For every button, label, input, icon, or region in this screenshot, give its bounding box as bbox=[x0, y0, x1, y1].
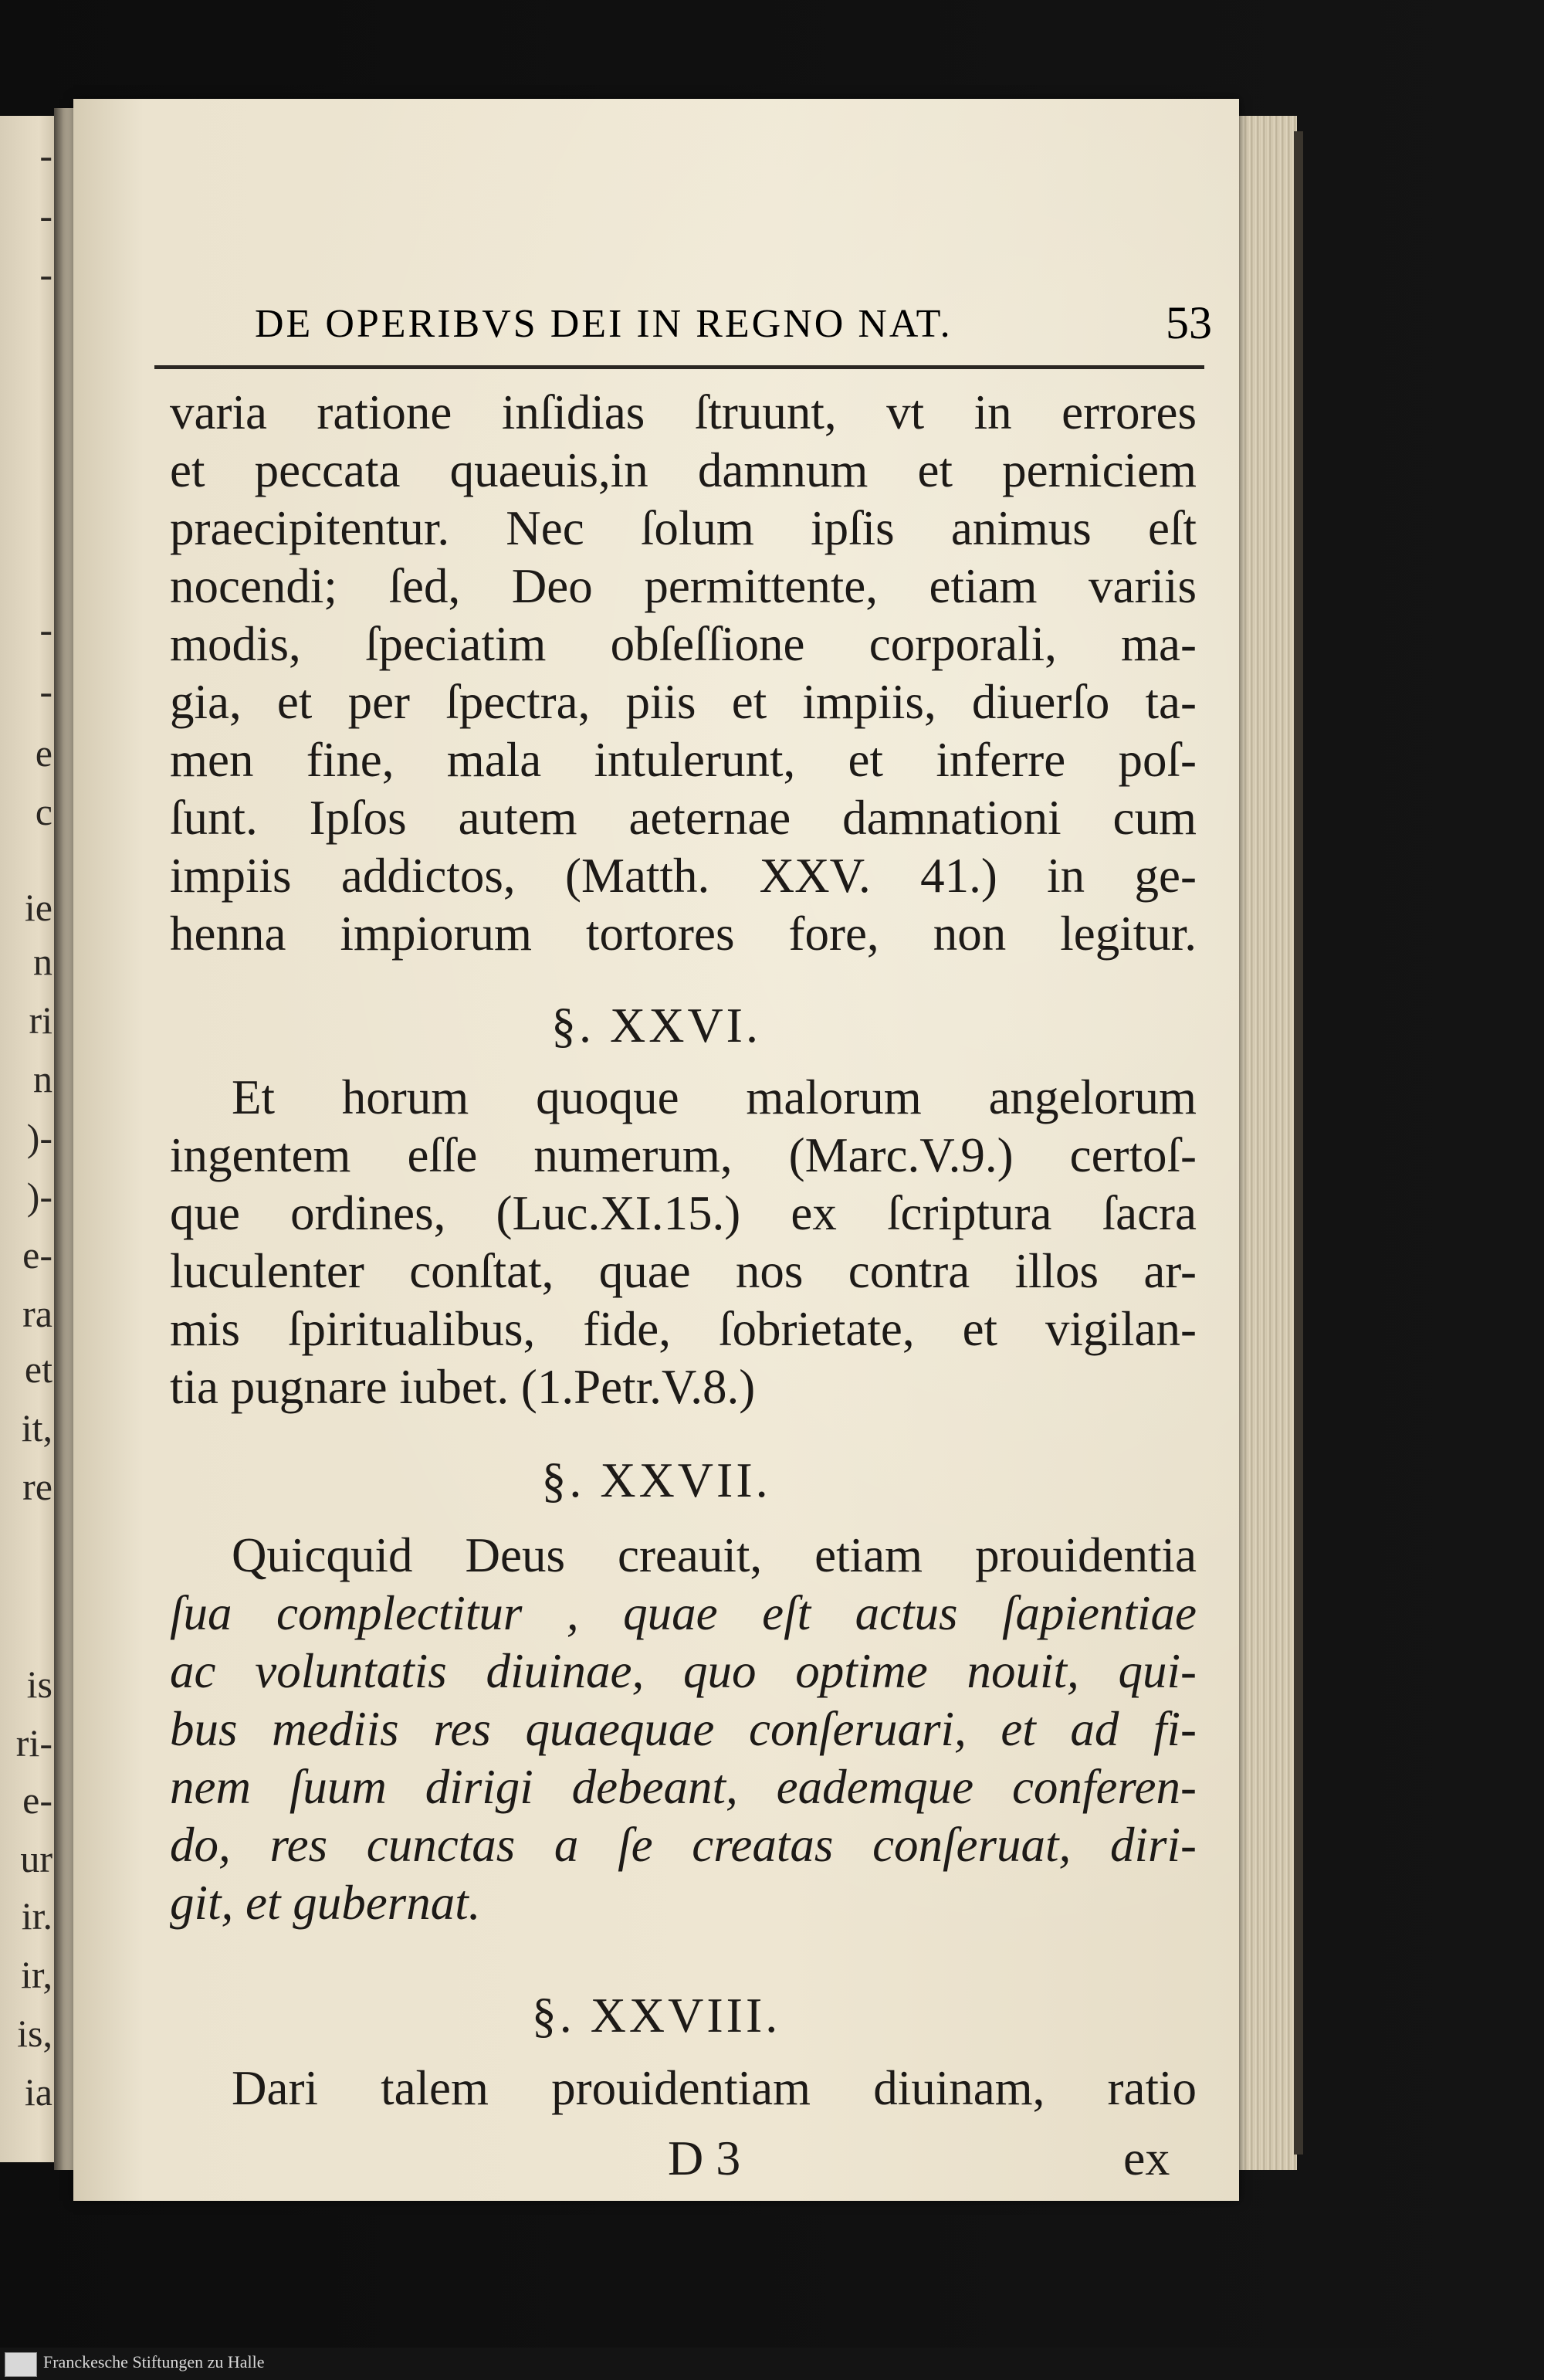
text-line: luculenter conſtat, quae nos contra illos ar- bbox=[170, 1244, 1197, 1298]
margin-fragment: ir, bbox=[20, 1953, 52, 1996]
text-line: mis ſpiritualibus, fide, ſobrietate, et vigilan- bbox=[170, 1302, 1197, 1356]
text-line: ſua complectitur , quae eſt actus ſapientiae bbox=[170, 1586, 1197, 1640]
margin-fragment: - bbox=[39, 608, 52, 651]
text-line: impiis addictos, (Matth. XXV. 41.) in ge- bbox=[170, 849, 1197, 903]
section-heading-26: §. XXVI. bbox=[551, 998, 761, 1053]
section-heading-27: §. XXVII. bbox=[541, 1453, 771, 1507]
text-line: nocendi; ſed, Deo permittente, etiam variis bbox=[170, 559, 1197, 613]
margin-fragment: ri- bbox=[15, 1721, 52, 1765]
text-line: gia, et per ſpectra, piis et impiis, diuerſo ta- bbox=[170, 675, 1197, 729]
text-line: do, res cunctas a ſe creatas conſeruat, diri- bbox=[170, 1818, 1197, 1872]
margin-fragment: is, bbox=[17, 2012, 52, 2055]
text-line: modis, ſpeciatim obſeſſione corporali, ma- bbox=[170, 617, 1197, 671]
book-gutter bbox=[54, 108, 76, 2170]
margin-fragment: re bbox=[22, 1465, 52, 1508]
text-line: ſunt. Ipſos autem aeternae damnationi cum bbox=[170, 791, 1197, 845]
margin-fragment: it, bbox=[21, 1406, 52, 1449]
header-rule bbox=[154, 365, 1204, 369]
catchword: ex bbox=[1123, 2131, 1170, 2185]
text-line: men fine, mala intulerunt, et inferre poſ- bbox=[170, 733, 1197, 787]
text-line: praecipitentur. Nec ſolum ipſis animus eſt bbox=[170, 501, 1197, 555]
margin-fragment: - bbox=[39, 670, 52, 713]
margin-fragment: ir. bbox=[21, 1894, 52, 1938]
margin-fragment: ie bbox=[24, 886, 52, 929]
text-line: tia pugnare iubet. (1.Petr.V.8.) bbox=[170, 1360, 756, 1414]
page-number: 53 bbox=[1166, 297, 1212, 348]
margin-fragment: n bbox=[33, 1057, 52, 1100]
section-heading-28: §. XXVIII. bbox=[531, 1988, 781, 2043]
margin-fragment: ur bbox=[20, 1837, 52, 1880]
footer-credit: Franckesche Stiftungen zu Halle bbox=[43, 2352, 265, 2372]
margin-fragment: et bbox=[24, 1348, 52, 1391]
margin-fragment: )- bbox=[26, 1175, 52, 1218]
text-line: git, et gubernat. bbox=[170, 1876, 481, 1930]
page-header bbox=[255, 297, 1212, 371]
library-logo-icon bbox=[5, 2352, 37, 2377]
text-line: que ordines, (Luc.XI.15.) ex ſcriptura ſacra bbox=[170, 1186, 1197, 1240]
margin-fragment: ia bbox=[24, 2070, 52, 2114]
margin-fragment: c bbox=[35, 790, 52, 833]
book-page bbox=[73, 99, 1239, 2201]
margin-fragment: is bbox=[26, 1663, 52, 1706]
previous-page-edge bbox=[0, 116, 56, 2162]
margin-fragment: - bbox=[39, 253, 52, 296]
page-edge-shadow bbox=[1294, 131, 1303, 2155]
text-line: henna impiorum tortores fore, non legitur. bbox=[170, 907, 1197, 961]
text-line: bus mediis res quaequae conſeruari, et ad fi- bbox=[170, 1702, 1197, 1756]
page-edges bbox=[1235, 116, 1297, 2170]
margin-fragment: - bbox=[39, 134, 52, 177]
text-line: Et horum quoque malorum angelorum bbox=[232, 1070, 1197, 1124]
text-line: varia ratione inſidias ſtruunt, vt in errores bbox=[170, 385, 1197, 439]
running-head: DE OPERIBVS DEI IN REGNO NAT. bbox=[255, 302, 953, 346]
text-line: ac voluntatis diuinae, quo optime nouit, qui- bbox=[170, 1644, 1197, 1698]
text-line: Dari talem prouidentiam diuinam, ratio bbox=[232, 2061, 1197, 2115]
text-line: Quicquid Deus creauit, etiam prouidentia bbox=[232, 1528, 1197, 1582]
margin-fragment: ri bbox=[29, 998, 52, 1042]
margin-fragment: n bbox=[33, 940, 52, 983]
margin-fragment: e bbox=[35, 731, 52, 775]
text-line: et peccata quaeuis,in damnum et perniciem bbox=[170, 443, 1197, 497]
signature-mark: D 3 bbox=[668, 2131, 741, 2185]
text-line: ingentem eſſe numerum, (Marc.V.9.) certoſ- bbox=[170, 1128, 1197, 1182]
margin-fragment: e- bbox=[22, 1233, 52, 1276]
margin-fragment: )- bbox=[26, 1116, 52, 1159]
margin-fragment: - bbox=[39, 194, 52, 237]
margin-fragment: e- bbox=[22, 1778, 52, 1822]
margin-fragment: ra bbox=[22, 1292, 52, 1335]
text-line: nem ſuum dirigi debeant, eademque conferen- bbox=[170, 1760, 1197, 1814]
